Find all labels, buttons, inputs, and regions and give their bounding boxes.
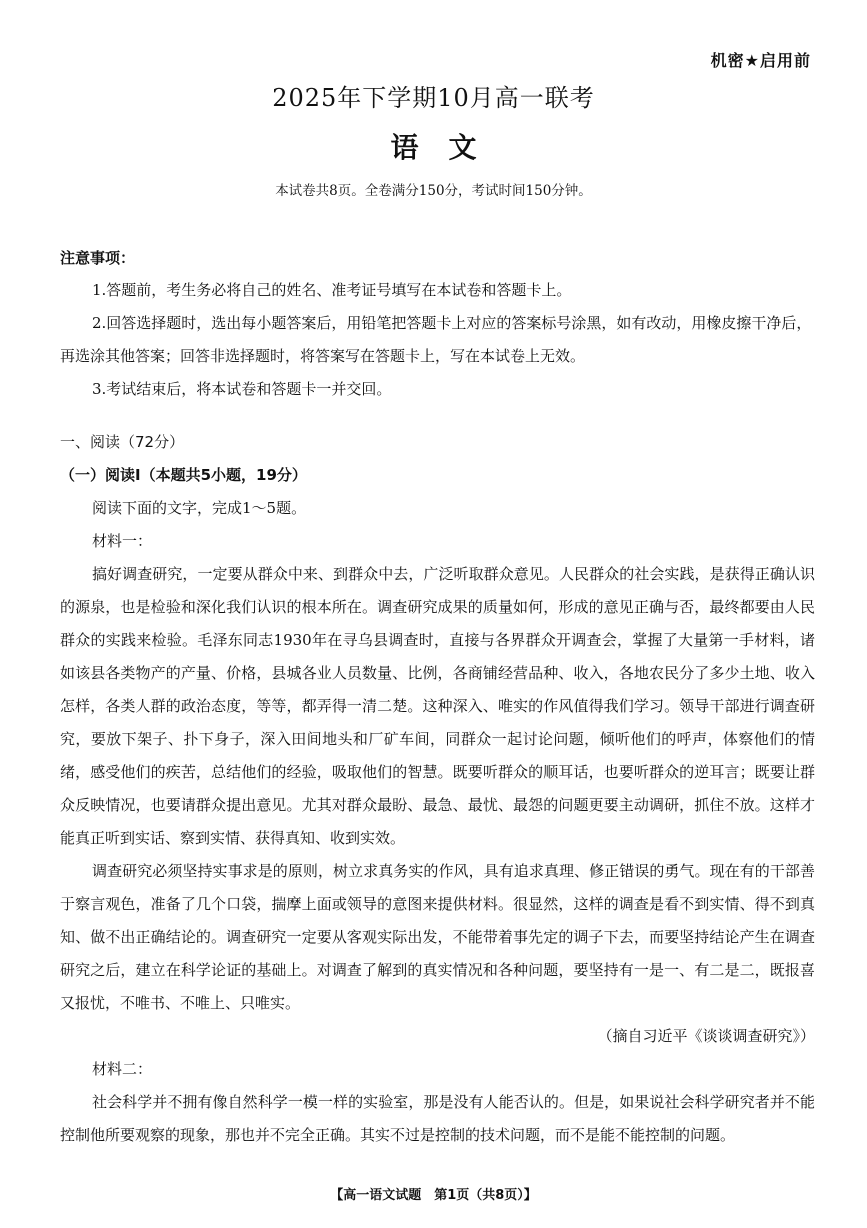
note-item: 3.考试结束后，将本试卷和答题卡一并交回。	[92, 380, 392, 398]
note-item: 2.回答选择题时，选出每小题答案后，用铅笔把答题卡上对应的答案标号涂黑，如有改动，用橡皮擦干净后，再选涂其他答案；回答非选择题时，将答案写在答题卡上，写在本试卷上无效。	[60, 314, 812, 365]
notes-list	[60, 274, 815, 406]
material1-paragraph: 调查研究必须坚持实事求是的原则，树立求真务实的作风，具有追求真理、修正错误的勇气。现在有的干部善于察言观色，准备了几个口袋，揣摩上面或领导的意图来提供材料。很显然，这样的调查是看不到实情、得不到真知、做不出正确结论的。调查研究一定要从客观实际出发，不能带着事先定的调子下去，而要坚持结论产生在调查研究之后，建立在科学论证的基础上。对调查了解到的真实情况和各种问题，要坚持有一是一、有二是二，既报喜又报忧，不唯书、不唯上、只唯实。	[60, 862, 815, 1012]
exam-info: 本试卷共8页。全卷满分150分，考试时间150分钟。	[275, 183, 592, 199]
material2-paragraph: 社会科学并不拥有像自然科学一模一样的实验室，那是没有人能否认的。但是，如果说社会科学研究者并不能控制他所要观察的现象，那也并不完全正确。其实不过是控制的技术问题，而不是能不能控制的问题。	[60, 1093, 815, 1144]
subject-title: 语文	[390, 131, 507, 164]
section-subtitle: （一）阅读Ⅰ（本题共5小题，19分）	[60, 466, 307, 484]
note-item: 1.答题前，考生务必将自己的姓名、准考证号填写在本试卷和答题卡上。	[92, 281, 572, 299]
reading-section	[60, 426, 815, 1152]
exam-title: 2025年下学期10月高一联考	[272, 84, 595, 112]
section-title: 一、阅读（72分）	[60, 433, 185, 451]
notes-title: 注意事项：	[60, 249, 136, 267]
material2-label: 材料二：	[92, 1060, 153, 1078]
confidential-mark: 机密★启用前	[710, 51, 811, 70]
material1-source: （摘自习近平《谈谈调查研究》）	[597, 1027, 815, 1045]
section-instruction: 阅读下面的文字，完成1～5题。	[92, 499, 307, 517]
page-footer: 【高一语文试题 第1页（共8页）】	[330, 1188, 537, 1203]
material1-paragraph: 搞好调查研究，一定要从群众中来、到群众中去，广泛听取群众意见。人民群众的社会实践，是获得正确认识的源泉，也是检验和深化我们认识的根本所在。调查研究成果的质量如何，形成的意见正确与否，最终都要由人民群众的实践来检验。毛泽东同志1930年在寻乌县调查时，直接与各界群众开调查会，掌握了大量第一手材料，诸如该县各类物产的产量、价格，县城各业人员数量、比例，各商铺经营品种、收入，各地农民分了多少土地、收入怎样，各类人群的政治态度，等等，都弄得一清二楚。这种深入、唯实的作风值得我们学习。领导干部进行调查研究，要放下架子、扑下身子，深入田间地头和厂矿车间，同群众一起讨论问题，倾听他们的呼声，体察他们的情绪，感受他们的疾苦，总结他们的经验，吸取他们的智慧。既要听群众的顺耳话，也要听群众的逆耳言；既要让群众反映情况，也要请群众提出意见。尤其对群众最盼、最急、最忧、最怨的问题更要主动调研，抓住不放。这样才能真正听到实话、察到实情、获得真知、收到实效。	[60, 565, 815, 847]
material1-label: 材料一：	[92, 532, 153, 550]
